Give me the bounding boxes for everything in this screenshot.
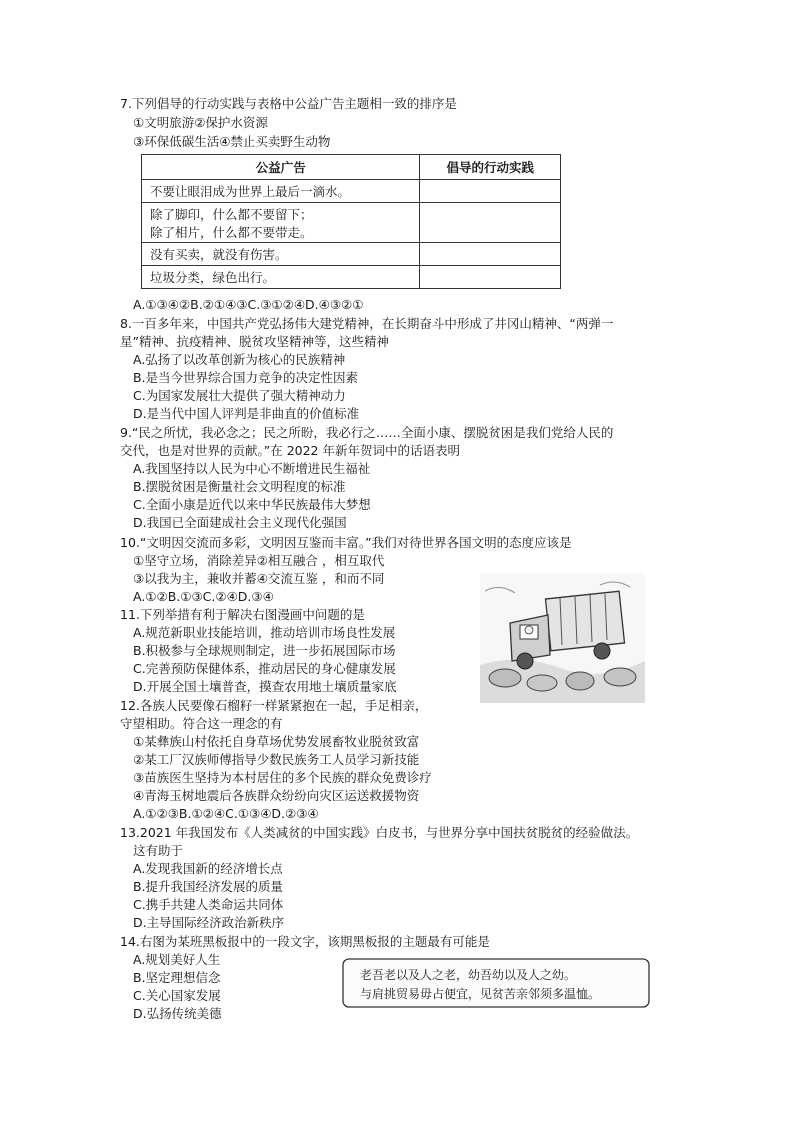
q7-table-row-2 xyxy=(142,203,420,243)
q7-table-header-ad: 公益广告 xyxy=(142,155,420,180)
q12-stem-2: 守望相助。符合这一理念的有 xyxy=(120,716,283,731)
q14-option-c: C.关心国家发展 xyxy=(133,988,221,1003)
q13-option-a: A.发现我国新的经济增长点 xyxy=(133,861,283,876)
q7-table-row-2b: 除了相片，什么都不要带走。 xyxy=(150,224,313,240)
q7-table xyxy=(141,154,561,289)
q8-stem-1: 8.一百多年来，中国共产党弘扬伟大建党精神，在长期奋斗中形成了井冈山精神、“两弹一 xyxy=(120,316,614,331)
q7-table-blank-3 xyxy=(420,243,561,266)
q8-option-c: C.为国家发展壮大提供了强大精神动力 xyxy=(133,388,346,403)
q7-options-line2: ③环保低碳生活④禁止买卖野生动物 xyxy=(133,134,331,149)
q14-option-b: B.坚定理想信念 xyxy=(133,970,221,985)
q9-stem-1: 9.“民之所忧，我必念之；民之所盼，我必行之……全面小康、摆脱贫困是我们党给人民的 xyxy=(120,425,614,440)
q10-stem: 10.“文明因交流而多彩，文明因互鉴而丰富。”我们对待世界各国文明的态度应该是 xyxy=(120,535,572,550)
q13-stem-2: 这有助于 xyxy=(133,843,184,858)
q8-option-b: B.是当今世界综合国力竞争的决定性因素 xyxy=(133,370,359,385)
q14-option-a: A.规划美好人生 xyxy=(133,952,221,967)
q10-options-line2: ③以我为主，兼收并蓄④交流互鉴 ，和而不同 xyxy=(133,571,385,586)
q7-choices: A.①③④②B.②①④③C.③①②④D.④③②① xyxy=(133,297,364,312)
q8-option-d: D.是当代中国人评判是非曲直的价值标准 xyxy=(133,406,360,421)
cartoon-illustration xyxy=(480,573,645,703)
q10-options-line1: ①坚守立场，消除差异②相互融合 ，相互取代 xyxy=(133,553,385,568)
q7-table-row-3: 没有买卖，就没有伤害。 xyxy=(142,243,420,266)
q11-stem: 11.下列举措有利于解决右图漫画中问题的是 xyxy=(120,607,365,622)
q13-option-d: D.主导国际经济政治新秩序 xyxy=(133,915,285,930)
q7-stem: 7.下列倡导的行动实践与表格中公益广告主题相一致的排序是 xyxy=(120,96,457,111)
q7-table-row-1: 不要让眼泪成为世界上最后一滴水。 xyxy=(142,180,420,203)
q12-choices: A.①②③B.①②④C.①③④D.②③④ xyxy=(133,806,319,821)
q10-choices: A.①②B.①③C.②④D.③④ xyxy=(133,589,274,604)
blackboard-line-2: 与肩挑贸易毋占便宜，见贫苦亲邻须多温恤。 xyxy=(360,987,601,1001)
q12-option-4: ④青海玉树地震后各族群众纷纷向灾区运送救援物资 xyxy=(133,788,420,803)
blackboard-line-1: 老吾老以及人之老，幼吾幼以及人之幼。 xyxy=(360,968,577,982)
q13-option-b: B.提升我国经济发展的质量 xyxy=(133,879,284,894)
q8-option-a: A.弘扬了以改革创新为核心的民族精神 xyxy=(133,352,346,367)
q7-table-blank-2 xyxy=(420,203,561,243)
q11-option-b: B.积极参与全球规则制定，进一步拓展国际市场 xyxy=(133,643,396,658)
q9-option-d: D.我国已全面建成社会主义现代化强国 xyxy=(133,515,347,530)
q7-table-header-action: 倡导的行动实践 xyxy=(420,155,561,180)
q7-options-line1: ①文明旅游②保护水资源 xyxy=(133,115,268,130)
q7-table-row-4: 垃圾分类，绿色出行。 xyxy=(142,266,420,289)
q12-stem-1: 12.各族人民要像石榴籽一样紧紧抱在一起，手足相亲， xyxy=(120,698,428,713)
q11-option-d: D.开展全国土壤普查，摸查农用地土壤质量家底 xyxy=(133,679,397,694)
q12-option-1: ①某彝族山村依托自身草场优势发展畜牧业脱贫致富 xyxy=(133,734,420,749)
q9-option-a: A.我国坚持以人民为中心不断增进民生福祉 xyxy=(133,461,371,476)
q7-table-blank-1 xyxy=(420,180,561,203)
q9-option-c: C.全面小康是近代以来中华民族最伟大梦想 xyxy=(133,497,371,512)
q9-stem-2: 交代，也是对世界的贡献。”在 2022 年新年贺词中的话语表明 xyxy=(120,443,460,458)
q12-option-2: ②某工厂汉族师傅指导少数民族务工人员学习新技能 xyxy=(133,752,420,767)
q12-option-3: ③苗族医生坚持为本村居住的多个民族的群众免费诊疗 xyxy=(133,770,432,785)
blackboard-excerpt xyxy=(342,958,650,1008)
q9-option-b: B.摆脱贫困是衡量社会文明程度的标准 xyxy=(133,479,346,494)
q14-stem: 14.右图为某班黑板报中的一段文字，该期黑板报的主题最有可能是 xyxy=(120,934,490,949)
q11-option-c: C.完善预防保健体系，推动居民的身心健康发展 xyxy=(133,661,396,676)
q13-stem-1: 13.2021 年我国发布《人类减贫的中国实践》白皮书，与世界分享中国扶贫脱贫的经验做法。 xyxy=(120,825,639,840)
q13-option-c: C.携手共建人类命运共同体 xyxy=(133,897,284,912)
q7-table-blank-4 xyxy=(420,266,561,289)
q11-option-a: A.规范新职业技能培训，推动培训市场良性发展 xyxy=(133,625,396,640)
q14-option-d: D.弘扬传统美德 xyxy=(133,1006,222,1021)
q8-stem-2: 星”精神、抗疫精神、脱贫攻坚精神等，这些精神 xyxy=(120,334,389,349)
q7-table-row-2a: 除了脚印，什么都不要留下； xyxy=(150,206,313,222)
